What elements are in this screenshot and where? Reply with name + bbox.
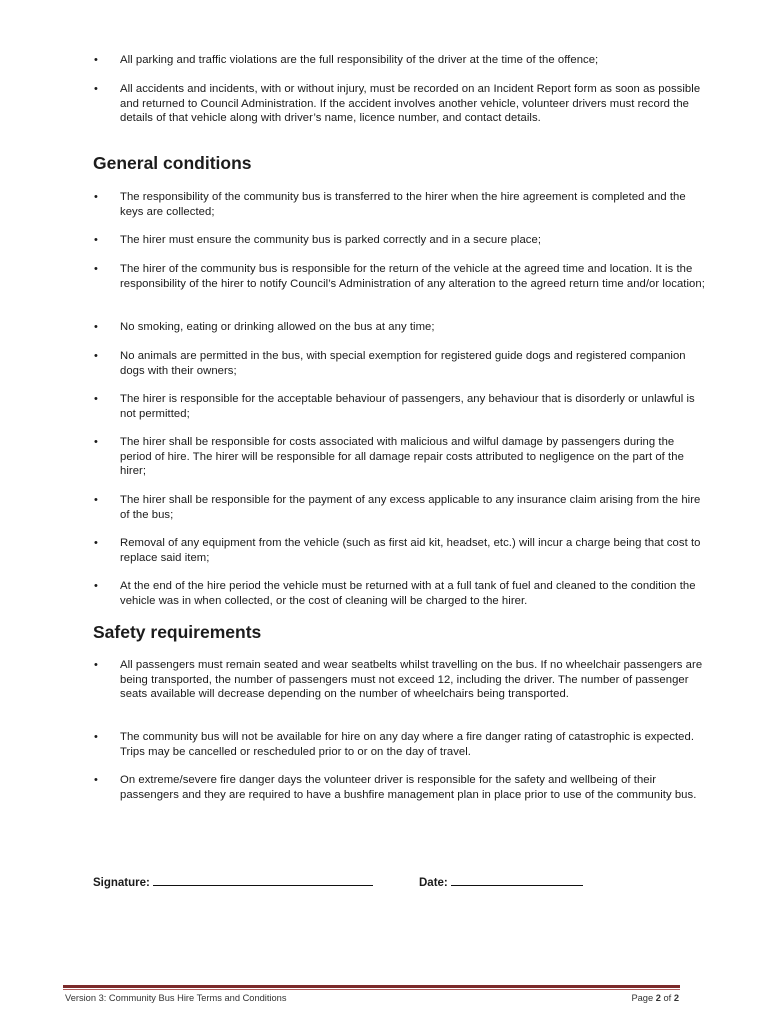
bullet-icon: • <box>94 731 98 743</box>
list-item <box>94 658 705 702</box>
list-item <box>94 773 705 802</box>
list-item-text: Removal of any equipment from the vehicle (such as first aid kit, headset, etc.) will incur a charge being that cost to replace said item; <box>120 537 701 564</box>
signature-label: Signature: <box>93 877 150 889</box>
list-item-text: The hirer must ensure the community bus is parked correctly and in a secure place; <box>120 234 542 246</box>
footer-version-text: Version 3: Community Bus Hire Terms and Conditions <box>65 993 287 1003</box>
list-item <box>94 349 705 378</box>
list-item-text: At the end of the hire period the vehicle must be returned with at a full tank of fuel and cleaned to the condition the vehicle was in when collected, or the cost of cleaning will be charged to the hirer. <box>120 580 696 607</box>
bullet-icon: • <box>94 436 98 448</box>
bullet-icon: • <box>94 393 98 405</box>
list-item <box>94 435 705 479</box>
signature-field[interactable] <box>93 873 373 889</box>
list-item-text: The responsibility of the community bus is transferred to the hirer when the hire agreement is completed and the keys are collected; <box>120 191 686 218</box>
page-of: of <box>660 993 674 1003</box>
list-item <box>94 493 705 522</box>
list-item <box>94 579 705 608</box>
bullet-icon: • <box>94 350 98 362</box>
bullet-icon: • <box>94 191 98 203</box>
list-item <box>94 82 705 126</box>
safety-requirements-heading: Safety requirements <box>93 622 262 642</box>
bullet-icon: • <box>94 537 98 549</box>
page-current: 2 <box>655 993 661 1003</box>
bullet-icon: • <box>94 494 98 506</box>
list-item-text: The hirer shall be responsible for the payment of any excess applicable to any insurance claim arising from the hire of the bus; <box>120 494 701 521</box>
list-item <box>94 320 705 335</box>
list-item-text: On extreme/severe fire danger days the volunteer driver is responsible for the safety and wellbeing of their passengers and they are required to have a bushfire management plan in place prior to use of the community bus. <box>120 774 697 801</box>
footer-rule <box>63 985 680 988</box>
bullet-icon: • <box>94 774 98 786</box>
list-item <box>94 53 705 68</box>
footer-page-number <box>631 993 679 1003</box>
list-item-text: The hirer shall be responsible for costs associated with malicious and wilful damage by passengers during the period of hire. The hirer will be responsible for all damage repair costs attributed to negligence on the part of the hirer; <box>120 436 684 478</box>
date-label: Date: <box>419 877 448 889</box>
page-prefix: Page <box>631 993 656 1003</box>
list-item-text: All passengers must remain seated and wear seatbelts whilst travelling on the bus. If no wheelchair passengers are being transported, the number of passengers must not exceed 12, including the driver. The number of passenger seats available will decrease depending on the number of wheelchairs being transported. <box>120 659 703 701</box>
list-item <box>94 262 705 291</box>
bullet-icon: • <box>94 659 98 671</box>
list-item <box>94 233 705 248</box>
list-item-text: All accidents and incidents, with or without injury, must be recorded on an Incident Report form as soon as possible and returned to Council Administration. If the accident involves another vehicle, volunteer drivers must record the details of that vehicle along with driver’s name, licence number, and contact details. <box>120 83 701 125</box>
list-item <box>94 536 705 565</box>
list-item-text: No smoking, eating or drinking allowed on the bus at any time; <box>120 321 435 333</box>
list-item-text: The community bus will not be available for hire on any day where a fire danger rating of catastrophic is expected. Trips may be cancelled or rescheduled prior to or on the day of travel. <box>120 731 695 758</box>
list-item <box>94 190 705 219</box>
list-item-text: The hirer is responsible for the acceptable behaviour of passengers, any behaviour that is disorderly or unlawful is not permitted; <box>120 393 695 420</box>
bullet-icon: • <box>94 83 98 95</box>
bullet-icon: • <box>94 263 98 275</box>
list-item <box>94 730 705 759</box>
page-total: 2 <box>673 993 679 1003</box>
list-item-text: The hirer of the community bus is responsible for the return of the vehicle at the agreed time and location. It is the responsibility of the hirer to notify Council’s Administration of any alteration to the agreed return time and/or location; <box>120 263 705 290</box>
list-item <box>94 392 705 421</box>
bullet-icon: • <box>94 234 98 246</box>
signature-line[interactable] <box>153 873 373 886</box>
list-item-text: All parking and traffic violations are the full responsibility of the driver at the time of the offence; <box>120 54 599 66</box>
date-field[interactable] <box>419 873 583 889</box>
bullet-icon: • <box>94 321 98 333</box>
footer-rule-thin <box>63 989 680 990</box>
general-conditions-heading: General conditions <box>93 153 252 173</box>
list-item-text: No animals are permitted in the bus, with special exemption for registered guide dogs and registered companion dogs with their owners; <box>120 350 686 377</box>
bullet-icon: • <box>94 580 98 592</box>
date-line[interactable] <box>451 873 583 886</box>
bullet-icon: • <box>94 54 98 66</box>
